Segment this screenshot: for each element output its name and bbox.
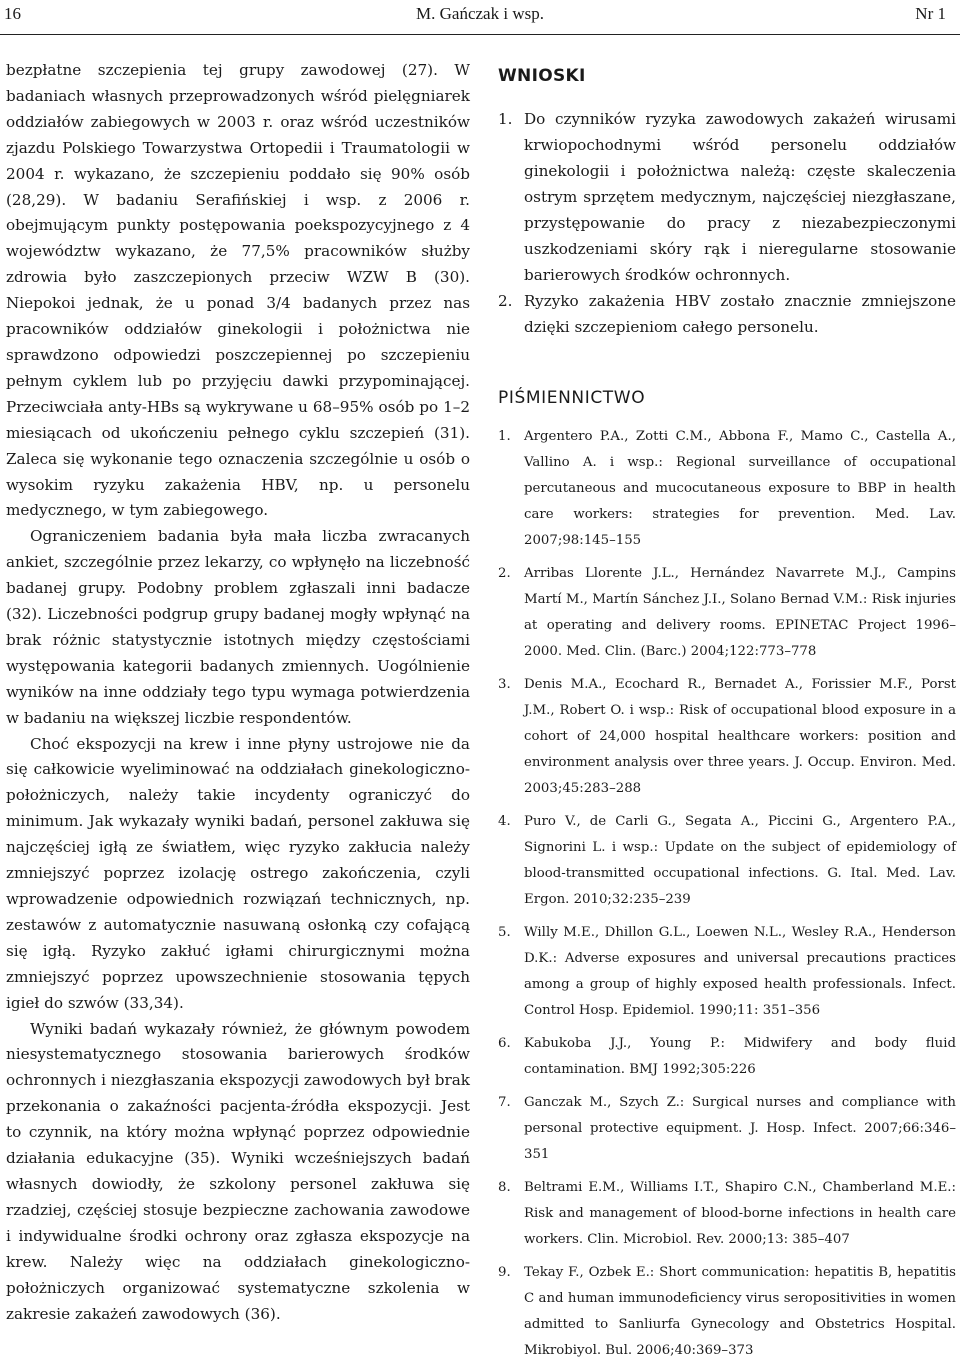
reference-number: 8. bbox=[498, 1180, 511, 1195]
conclusions-heading: WNIOSKI bbox=[498, 66, 586, 86]
body-paragraph: Choć ekspozycji na krew i inne płyny ustrojowe nie da się całkowicie wyeliminować na oddziałach ginekologiczno-położniczych, należy takie incydenty ograniczyć do minimum. Jak wykazały wyniki badań, personel zakłuwa się najczęściej igłą ze światłem, więc ryzyko zakłucia należy zmniejszyć poprzez izolację ostrego zakończenia, czyli wprowadzenie odpowiednich rozwiązań technicznych, np. zestawów z automatycznie nasuwaną osłonką czy cofającą się igłą. Ryzyko zakłuć igłami chirurgicznymi można zmniejszyć poprzez upowszechnienie stosowania tępych igieł do szwów (33,34). bbox=[6, 734, 470, 1012]
reference-text: Argentero P.A., Zotti C.M., Abbona F., Mamo C., Castella A., Vallino A. i wsp.: Regional surveillance of occupational percutaneous and mucocutaneous exposure to BBP in health care workers: strategies for prevention. Med. Lav. 2007;98:145–155 bbox=[524, 429, 956, 548]
conclusion-number: 1. bbox=[498, 110, 513, 128]
reference-item bbox=[498, 1090, 956, 1168]
reference-number: 7. bbox=[498, 1095, 511, 1110]
reference-number: 9. bbox=[498, 1265, 511, 1280]
right-column bbox=[498, 58, 956, 1371]
reference-text: Denis M.A., Ecochard R., Bernadet A., Forissier M.F., Porst J.M., Robert O. i wsp.: Risk of occupational blood exposure in a cohort of 24,000 hospital healthcare workers: position and environment analysis over three years. J. Occup. Environ. Med. 2003;45:283–288 bbox=[524, 677, 956, 796]
reference-number: 2. bbox=[498, 566, 511, 581]
reference-text: Tekay F., Ozbek E.: Short communication: hepatitis B, hepatitis C and human immunodeficiency virus seropositivities in women admitted to Sanliurfa Gynecology and Obstetrics Hospital. Mikrobiyol. Bul. 2006;40:369–373 bbox=[524, 1265, 956, 1358]
conclusion-item bbox=[498, 106, 956, 288]
conclusion-text: Ryzyko zakażenia HBV zostało znacznie zmniejszone dzięki szczepieniom całego personelu. bbox=[524, 292, 956, 336]
body-paragraph: bezpłatne szczepienia tej grupy zawodowej (27). W badaniach własnych przeprowadzonych wśród pielęgniarek oddziałów zabiegowych w 2003 r. oraz wśród uczestników zjazdu Polskiego Towarzystwa Ortopedii i Traumatologii w 2004 r. wykazano, że szczepieniu poddało się 90% osób (28,29). W badaniu Serafińskiej i wsp. z 2006 r. obejmującym punkty postępowania poekspozycyjnego z 4 województw wykazano, że 77,5% pracowników służby zdrowia było zaszczepionych przeciw WZW B (30). Niepokoi jednak, że u ponad 3/4 badanych przez nas pracowników oddziałów ginekologii i położnictwa nie sprawdzono odpowiedzi poszczepiennej po szczepieniu pełnym cyklem lub po przyjęciu dawki przypominającej. Przeciwciała anty-HBs są wykrywane u 68–95% osób po 1–2 miesiącach od ukończeniu pełnego cyklu szczepień (31). Zaleca się wykonanie tego oznaczenia szczególnie u osób o wysokim ryzyku zakażenia HBV, np. u personelu medycznego, w tym zabiegowego. bbox=[6, 61, 470, 520]
issue-number: Nr 1 bbox=[915, 4, 946, 23]
reference-text: Willy M.E., Dhillon G.L., Loewen N.L., Wesley R.A., Henderson D.K.: Adverse exposures and universal precautions practices among a group of highly exposed health professionals. Infect. Control Hosp. Epidemiol. 1990;11: 351–356 bbox=[524, 925, 956, 1018]
running-head-authors: M. Gańczak i wsp. bbox=[416, 4, 544, 23]
reference-item bbox=[498, 809, 956, 913]
reference-number: 3. bbox=[498, 677, 511, 692]
page-header bbox=[0, 0, 960, 40]
body-paragraph: Wyniki badań wykazały również, że głównym powodem niesystematycznego stosowania barierowych środków ochronnych i niezgłaszania ekspozycji zawodowych był brak przekonania o zakaźności pacjenta-źródła ekspozycji. Jest to czynnik, na który można wpłynąć poprzez odpowiednie działania edukacyjne (35). Wyniki wcześniejszych badań własnych dowiodły, że szkolony personel zakłuwa się rzadziej, częściej stosuje bezpieczne zachowania zawodowe i indywidualne środki ochrony oraz zgłasza ekspozycje na krew. Należy więc na oddziałach ginekologiczno-położniczych organizować systematyczne szkolenia w zakresie zakażeń zawodowych (36). bbox=[6, 1019, 470, 1323]
references-list bbox=[498, 424, 956, 1364]
header-rule bbox=[0, 34, 960, 35]
reference-item bbox=[498, 920, 956, 1024]
reference-item bbox=[498, 1175, 956, 1253]
reference-text: Beltrami E.M., Williams I.T., Shapiro C.N., Chamberland M.E.: Risk and management of blood-borne infections in health care workers. Clin. Microbiol. Rev. 2000;13: 385–407 bbox=[524, 1180, 956, 1247]
reference-text: Arribas Llorente J.L., Hernández Navarrete M.J., Campins Martí M., Martín Sánchez J.I., Solano Bernad V.M.: Risk injuries at operating and delivery rooms. EPINETAC Project 1996–2000. Med. Clin. (Barc.) 2004;122:773–778 bbox=[524, 566, 956, 659]
left-column bbox=[6, 58, 470, 1327]
reference-text: Ganczak M., Szych Z.: Surgical nurses and compliance with personal protective equipment. J. Hosp. Infect. 2007;66:346–351 bbox=[524, 1095, 956, 1162]
reference-item bbox=[498, 1260, 956, 1364]
reference-number: 5. bbox=[498, 925, 511, 940]
reference-number: 4. bbox=[498, 814, 511, 829]
reference-number: 6. bbox=[498, 1036, 511, 1051]
reference-text: Puro V., de Carli G., Segata A., Piccini G., Argentero P.A., Signorini L. i wsp.: Update on the subject of epidemiology of blood-transmitted occupational infections. G. Ital. Med. Lav. Ergon. 2010;32:235–239 bbox=[524, 814, 956, 907]
conclusion-text: Do czynników ryzyka zawodowych zakażeń wirusami krwiopochodnymi wśród personelu oddziałów ginekologii i położnictwa należą: częste skaleczenia ostrym sprzętem medycznym, najczęściej niezgłaszane, przystępowanie do pracy z niezabezpieczonymi uszkodzeniami skóry rąk i nieregularne stosowanie barierowych środków ochronnych. bbox=[524, 110, 956, 284]
references-heading: PIŚMIENNICTWO bbox=[498, 388, 646, 408]
reference-text: Kabukoba J.J., Young P.: Midwifery and body fluid contamination. BMJ 1992;305:226 bbox=[524, 1036, 956, 1077]
reference-item bbox=[498, 1031, 956, 1083]
body-paragraph: Ograniczeniem badania była mała liczba zwracanych ankiet, szczególnie przez lekarzy, co wpłynęło na liczebność badanej grupy. Podobny problem zgłaszali inni badacze (32). Liczebności podgrup grupy badanej mogły wpłynąć na brak różnic statystycznie istotnych między częstościami występowania kategorii badanych zmiennych. Uogólnienie wyników na inne oddziały tego typu wymaga potwierdzenia w badaniu na większej liczbie respondentów. bbox=[6, 527, 470, 727]
reference-number: 1. bbox=[498, 429, 511, 444]
conclusions-list bbox=[498, 106, 956, 340]
conclusion-item bbox=[498, 288, 956, 340]
reference-item bbox=[498, 424, 956, 554]
conclusion-number: 2. bbox=[498, 292, 513, 310]
reference-item bbox=[498, 672, 956, 802]
page-number: 16 bbox=[4, 4, 21, 23]
reference-item bbox=[498, 561, 956, 665]
